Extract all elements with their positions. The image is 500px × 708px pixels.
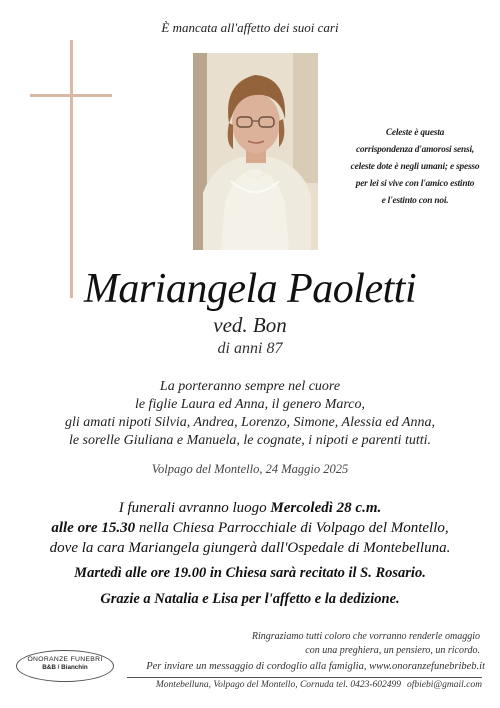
funeral-details	[0, 498, 500, 558]
header-text: È mancata all'affetto dei suoi cari	[161, 20, 339, 35]
funeral-line	[0, 498, 500, 518]
quote-line: celeste dote è negli umani; e spesso	[350, 162, 480, 172]
quote-line: Celeste è questa	[385, 128, 445, 138]
closing-thanks	[210, 630, 480, 658]
footer-divider	[127, 677, 482, 678]
closing-line: Ringraziamo tutti coloro che vorranno renderle omaggio	[251, 631, 480, 642]
cross-icon	[70, 40, 73, 298]
agency-logo	[16, 650, 114, 682]
quote-line: e l'estinto con noi.	[381, 196, 449, 206]
portrait-photo	[193, 53, 318, 250]
funeral-intro: I funerali avranno luogo	[118, 500, 271, 516]
cross-icon-arm	[30, 94, 112, 97]
agency-contacts	[130, 680, 482, 690]
funeral-time: alle ore 15.30	[51, 520, 136, 536]
rosary-notice: Martedì alle ore 19.00 in Chiesa sarà recitato il S. Rosario.	[74, 565, 426, 581]
thanks-notice: Grazie a Natalia e Lisa per l'affetto e la dedizione.	[100, 591, 400, 607]
mourners-line: le figlie Laura ed Anna, il genero Marco,	[134, 397, 366, 412]
mourners-list	[0, 378, 500, 450]
condolence-message-link[interactable]: Per inviare un messaggio di cordoglio alla famiglia, www.onoranzefunebribeb.it	[146, 661, 485, 672]
logo-bottom-text: B&B / Bianchin	[42, 664, 88, 671]
mourners-line: le sorelle Giuliana e Manuela, le cognate, i nipoti e parenti tutti.	[68, 433, 432, 448]
quote-line: per lei si vive con l'amico estinto	[355, 179, 475, 189]
mourners-line: La porteranno sempre nel cuore	[159, 379, 341, 394]
place-date: Volpago del Montello, 24 Maggio 2025	[151, 462, 349, 476]
agency-email[interactable]: ofbiebi@gmail.com	[407, 680, 482, 690]
logo-top-text: ONORANZE FUNEBRI	[27, 656, 103, 663]
mourners-line: gli amati nipoti Silvia, Andrea, Lorenzo, Simone, Alessia ed Anna,	[65, 415, 435, 430]
widow-of: ved. Bon	[213, 313, 287, 337]
agency-address: Montebelluna, Volpago del Montello, Cornuda tel. 0423-602499	[155, 680, 402, 690]
funeral-line	[0, 518, 500, 538]
deceased-name: Mariangela Paoletti	[83, 266, 417, 312]
funeral-church: nella Chiesa Parrocchiale di Volpago del Montello,	[135, 520, 449, 536]
closing-line: con una preghiera, un pensiero, un ricordo.	[305, 645, 480, 656]
funeral-line: dove la cara Mariangela giungerà dall'Ospedale di Montebelluna.	[49, 540, 451, 556]
deceased-age: di anni 87	[217, 340, 283, 357]
quote-line: corrispondenza d'amorosi sensi,	[355, 145, 475, 155]
memorial-quote	[340, 125, 490, 210]
funeral-day: Mercoledì 28 c.m.	[270, 500, 382, 516]
